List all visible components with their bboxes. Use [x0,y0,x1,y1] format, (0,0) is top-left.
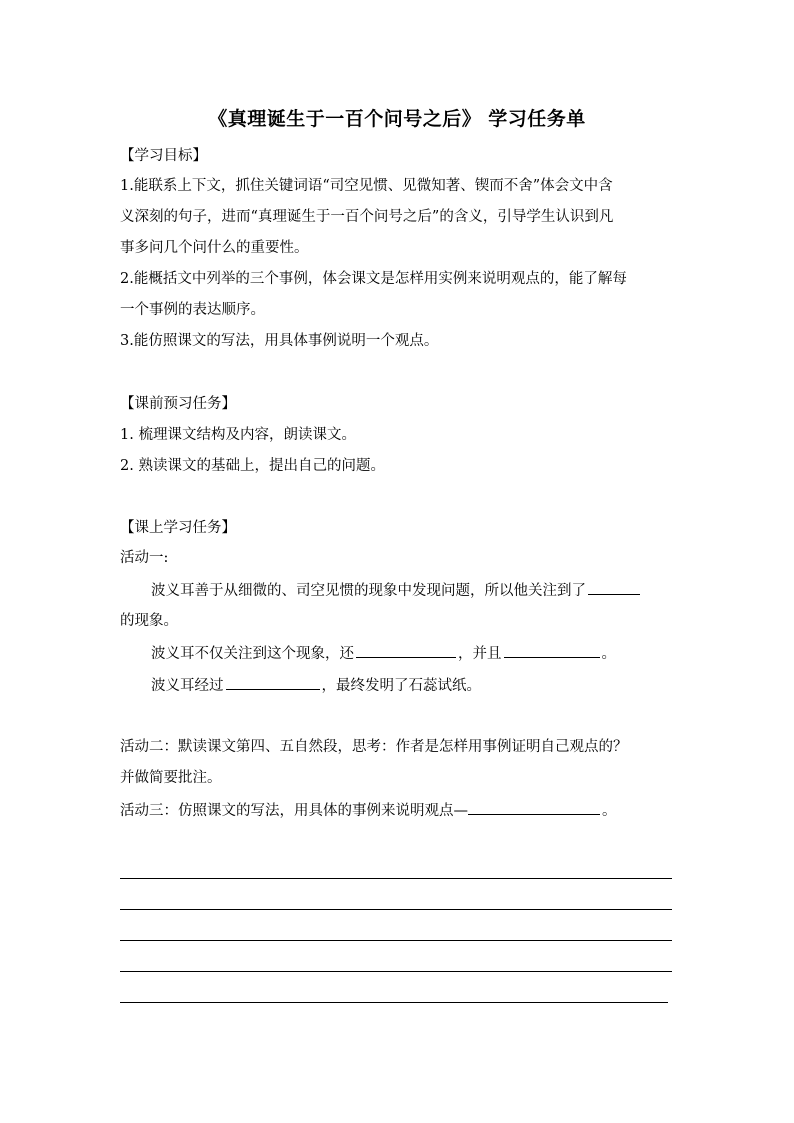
fill-blank[interactable] [356,643,456,658]
activity1-line1 [151,580,642,601]
activity1-line3 [151,675,481,696]
activity3-line [120,800,617,821]
activity1-line1-cont: 的现象。 [120,613,178,629]
fill-blank[interactable] [504,643,600,658]
classwork-heading: 【课上学习任务】 [120,520,236,536]
preview-item: 1. 梳理课文结构及内容，朗读课文。 [120,427,356,443]
writing-line[interactable] [120,971,672,972]
page-title: 《真理诞生于一百个问号之后》 学习任务单 [208,108,586,130]
writing-line[interactable] [120,940,672,941]
activity1-line2-text: 。 [601,646,616,662]
writing-line[interactable] [120,878,672,879]
objective-line: 一个事例的表达顺序。 [120,302,265,318]
objective-line: 1.能联系上下文，抓住关键词语“司空见惯、见微知著、锲而不舍”体会文中含 [120,178,613,194]
activity1-line2-text: ，并且 [458,646,502,662]
activity1-line3-text: ，最终发明了石蕊试纸。 [321,678,481,694]
writing-line[interactable] [120,909,672,910]
fill-blank[interactable] [588,580,640,595]
preview-heading: 【课前预习任务】 [120,396,236,412]
activity3-text: 活动三：仿照课文的写法，用具体的事例来说明观点— [120,803,468,819]
activity1-line2-text: 波义耳不仅关注到这个现象，还 [151,646,354,662]
objective-line: 义深刻的句子，进而“真理诞生于一百个问号之后”的含义，引导学生认识到凡 [120,209,614,225]
objective-line: 3.能仿照课文的写法，用具体事例说明一个观点。 [120,333,439,349]
activity2-line: 并做简要批注。 [120,770,222,786]
activity1-line3-text: 波义耳经过 [151,678,224,694]
objectives-heading: 【学习目标】 [120,148,207,164]
objective-line: 2.能概括文中列举的三个事例，体会课文是怎样用实例来说明观点的，能了解每 [120,271,627,287]
fill-blank[interactable] [468,800,600,815]
activity2-line: 活动二：默读课文第四、五自然段，思考：作者是怎样用事例证明自己观点的？ [120,739,628,755]
activity1-label: 活动一: [120,550,169,566]
writing-line[interactable] [120,1002,668,1003]
objective-line: 事多问几个问什么的重要性。 [120,240,309,256]
fill-blank[interactable] [226,675,320,690]
preview-item: 2. 熟读课文的基础上，提出自己的问题。 [120,458,385,474]
activity3-end: 。 [602,803,617,819]
activity1-line1-text: 波义耳善于从细微的、司空见惯的现象中发现问题，所以他关注到了 [151,583,586,599]
activity1-line2 [151,643,616,664]
